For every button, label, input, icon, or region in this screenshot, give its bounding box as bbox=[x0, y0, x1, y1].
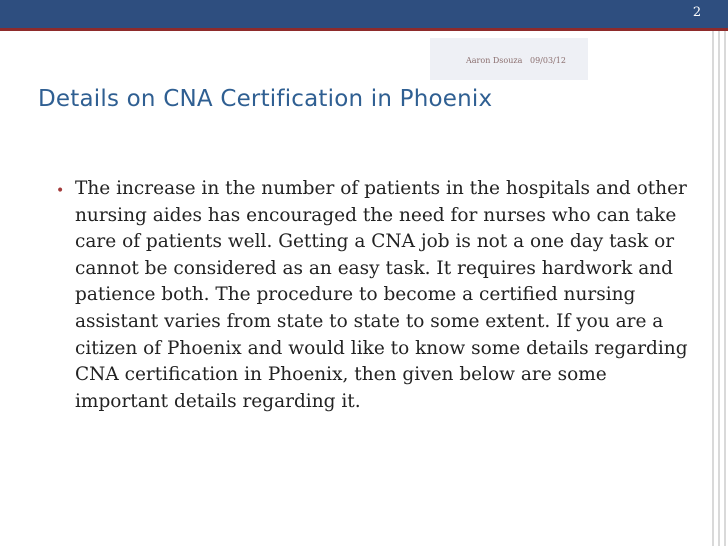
header-accent-line bbox=[0, 28, 728, 31]
slide-number: 2 bbox=[692, 5, 702, 20]
rail-line bbox=[718, 31, 720, 546]
rail-line bbox=[712, 31, 714, 546]
slide-author: Aaron Dsouza bbox=[466, 56, 523, 65]
decorative-rail bbox=[708, 31, 728, 546]
bullet-text: The increase in the number of patients in the hospitals and other nursing aides has encouraged the need for nurses who can take care of patients well. Getting a CNA job is not a one day task or cannot be considered as an easy task. It requires hardwork and patience both. The procedure to become a certified nursing assistant varies from state to state to some extent. If you are a citizen of Phoenix and would like to know some details regarding CNA certification in Phoenix, then given below are some important details regarding it. bbox=[75, 178, 688, 412]
slide-date: 09/03/12 bbox=[530, 56, 566, 65]
slide-title: Details on CNA Certification in Phoenix bbox=[38, 86, 493, 112]
bullet-marker-icon: • bbox=[56, 183, 65, 199]
slide-header-bar bbox=[0, 0, 728, 28]
rail-line bbox=[724, 31, 726, 546]
